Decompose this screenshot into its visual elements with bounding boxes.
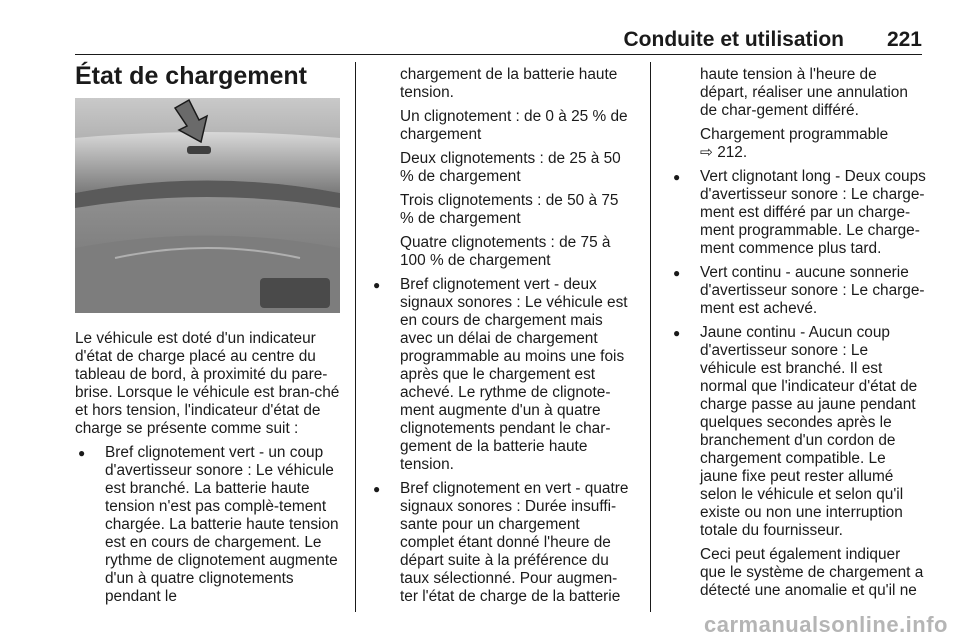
charge-indicator-photo <box>75 98 340 313</box>
column-3 <box>670 66 927 606</box>
level-item: Deux clignotements : de 25 à 50 % de chargement <box>400 150 621 185</box>
bullet-short-green-one-beep: ● Bref clignotement vert - un coup d'avertisseur sonore : Le véhicule est branché. La batterie haute tension n'est pas complè-tement chargée. La batterie haute tension est en cours de chargement. Le rythme de clignotement augmente d'un à quatre clignotements pendant le <box>75 444 340 606</box>
bullet-short-green-two-beeps: ● Bref clignotement vert - deux signaux sonores : Le véhicule est en cours de chargement mais avec un délai de chargement programmable au moins une fois après que le chargement est achevé. Le rythme de clignote-ment augmente d'un à quatre clignotements pendant le char-gement de la batterie haute tension. <box>370 276 635 474</box>
reference-arrow-icon: ⇨ <box>700 144 713 161</box>
level-item: Trois clignotements : de 50 à 75 % de chargement <box>400 192 619 227</box>
reference-label: Chargement programmable <box>700 126 889 143</box>
level-item: Un clignotement : de 0 à 25 % de chargement <box>400 108 628 143</box>
bullet3-continued: haute tension à l'heure de départ, réaliser une annulation de char-gement différé. <box>700 66 908 119</box>
chapter-title: Conduite et utilisation <box>623 28 844 51</box>
section-title: État de chargement <box>75 62 308 90</box>
reference-page: 212. <box>717 144 748 161</box>
page-header <box>75 24 922 55</box>
page-number: 221 <box>886 28 922 51</box>
bullet1-continued: chargement de la batterie haute tension. <box>400 66 618 101</box>
column-1 <box>75 330 340 612</box>
watermark: carmanualsonline.info <box>704 612 948 637</box>
cross-reference <box>670 126 927 162</box>
bullet-solid-green: ● Vert continu - aucune sonnerie d'avertisseur sonore : Le charge-ment est achevé. <box>670 264 927 318</box>
bullet-long-green-flash: ● Vert clignotant long - Deux coups d'avertisseur sonore : Le charge-ment est différé par un charge-ment programmable. Le charge-ment commence plus tard. <box>670 168 927 258</box>
column-2 <box>370 66 635 612</box>
intro-paragraph: Le véhicule est doté d'un indicateur d'état de charge placé au centre du tableau de bord, à proximité du pare-brise. Lorsque le véhicule est bran-ché et hors tension, l'indicateur d'état de charge se présente comme suit : <box>75 330 340 437</box>
bullet-solid-yellow-continued: Ceci peut également indiquer que le système de chargement a détecté une anomalie et qu'il ne <box>700 546 924 599</box>
dashboard-photo-illustration <box>75 98 340 313</box>
column-divider-1 <box>355 62 356 612</box>
column-divider-2 <box>650 62 651 612</box>
bullet-short-green-four-beeps: ● Bref clignotement en vert - quatre signaux sonores : Durée insuffi-sante pour un chargement complet étant donné l'heure de départ suite à la préférence du taux sélectionné. Pour augmen-ter l'état de charge de la batterie <box>370 480 635 606</box>
bullet-solid-yellow: ● Jaune continu - Aucun coup d'avertisseur sonore : Le véhicule est branché. Il est normal que l'indicateur d'état de charge passe au jaune pendant quelques secondes après le branchement d'un cordon de chargement compatible. Le jaune fixe peut rester allumé selon le véhicule et selon qu'il existe ou non une interruption totale du fournisseur. <box>670 324 927 540</box>
level-item: Quatre clignotements : de 75 à 100 % de chargement <box>400 234 611 269</box>
